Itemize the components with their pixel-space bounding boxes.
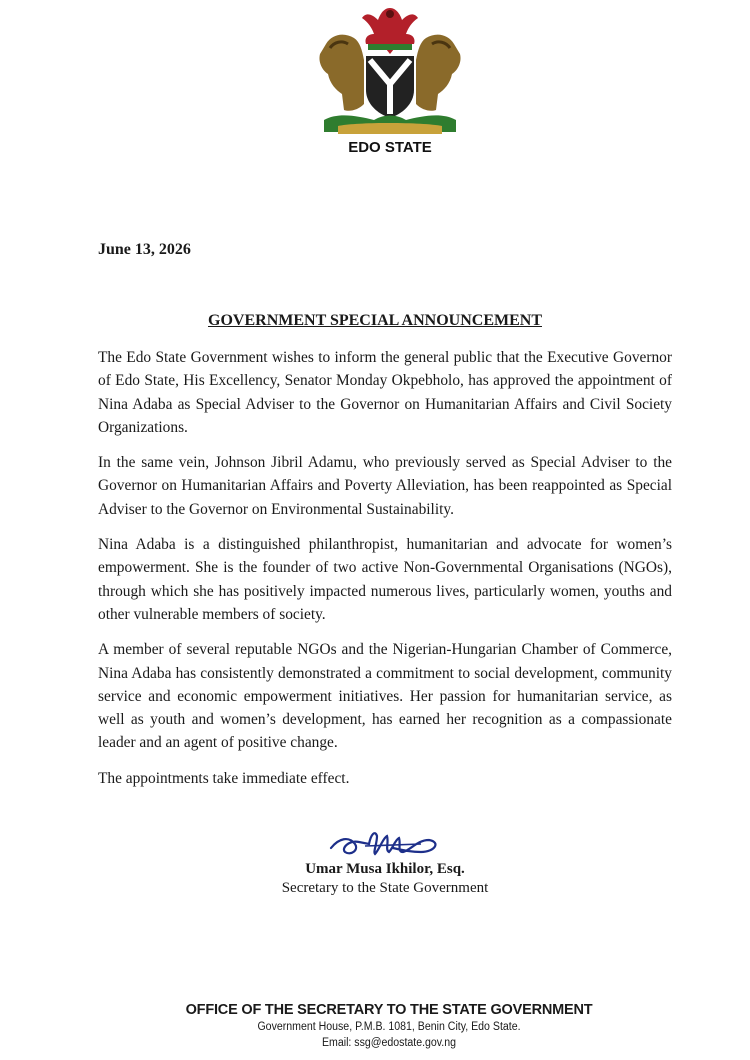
crest-label: EDO STATE: [348, 139, 432, 156]
paragraph-memberships: A member of several reputable NGOs and the Nigerian-Hungarian Chamber of Commerce, Nina Adaba has consistently demonstrated a commitment to social development, community service and economic empowerment initiatives. Her passion for humanitarian service, as well as youth and women’s development, has earned her recognition as a compassionate leader and an agent of positive change.: [98, 641, 672, 752]
signature-icon: [325, 826, 445, 862]
handwritten-signature: [325, 826, 445, 862]
paragraph-appointment: The Edo State Government wishes to inform the general public that the Executive Governor of Edo State, His Excellency, Senator Monday Okpebholo, has approved the appointment of Nina Adaba as Special Adviser to the Governor on Humanitarian Affairs and Civil Society Organizations.: [98, 349, 672, 436]
announcement-body: [98, 346, 672, 802]
footer-address: Government House, P.M.B. 1081, Benin City, Edo State.: [257, 1021, 521, 1033]
coat-of-arms-icon: [308, 4, 472, 156]
letter-date: June 13, 2026: [98, 241, 191, 258]
signatory-name: Umar Musa Ikhilor, Esq.: [305, 861, 465, 877]
footer-office-name: OFFICE OF THE SECRETARY TO THE STATE GOVERNMENT: [185, 1002, 593, 1018]
footer-email: Email: ssg@edostate.gov.ng: [321, 1037, 457, 1049]
signatory-title: Secretary to the State Government: [281, 880, 489, 896]
paragraph-reappointment: In the same vein, Johnson Jibril Adamu, who previously served as Special Adviser to the Governor on Humanitarian Affairs and Poverty Alleviation, has been reappointed as Special Adviser to the Governor on Environmental Sustainability.: [98, 454, 672, 518]
edo-state-crest: [308, 4, 472, 156]
paragraph-effect: The appointments take immediate effect.: [98, 769, 350, 787]
announcement-heading: GOVERNMENT SPECIAL ANNOUNCEMENT: [208, 312, 542, 329]
paragraph-profile: Nina Adaba is a distinguished philanthropist, humanitarian and advocate for women’s empowerment. She is the founder of two active Non-Governmental Organisations (NGOs), through which she has positively impacted numerous lives, particularly women, youths and other vulnerable members of society.: [98, 536, 672, 623]
